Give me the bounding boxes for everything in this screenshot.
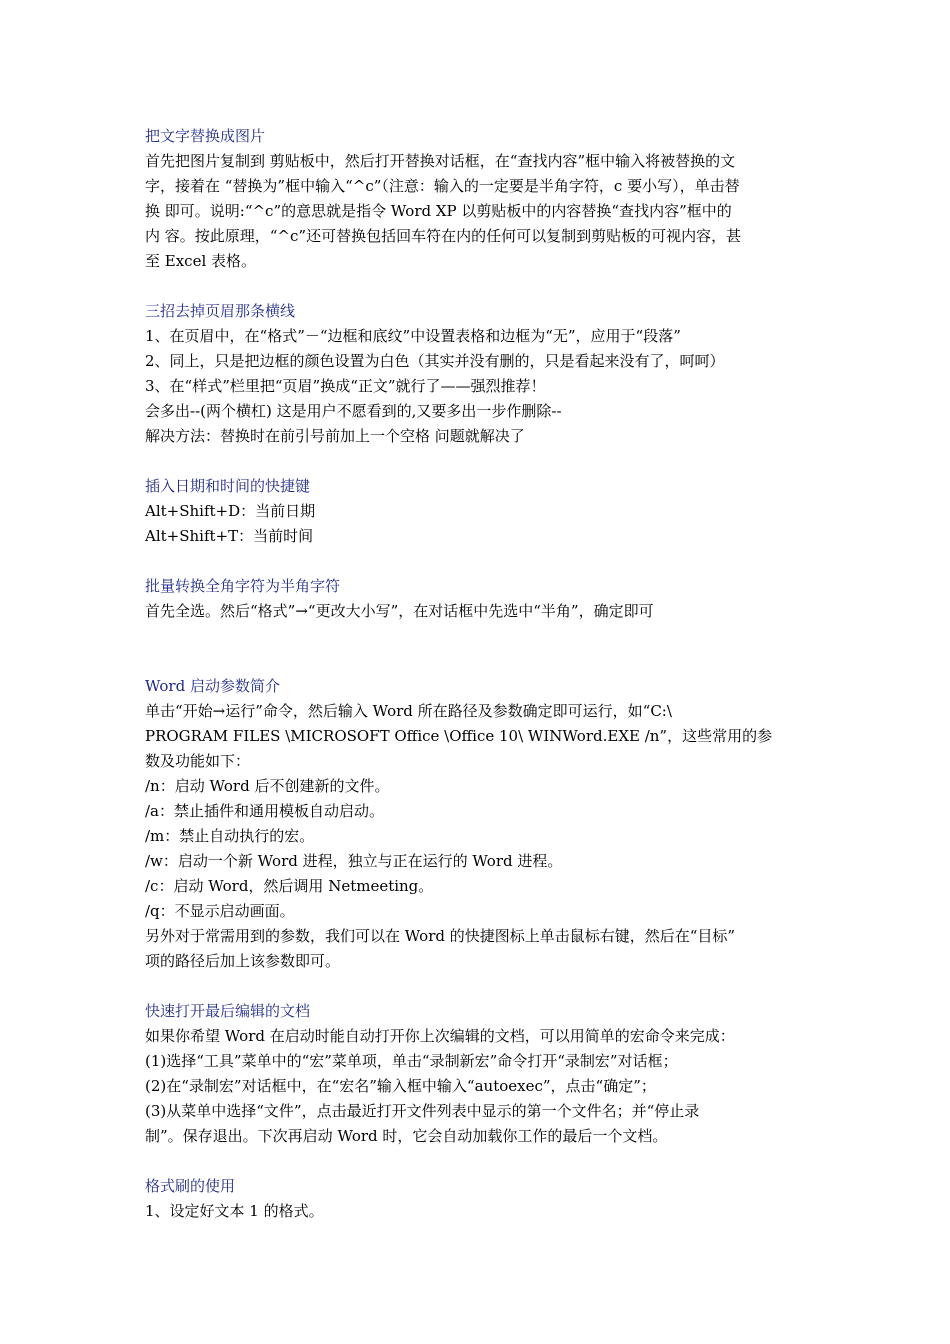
paragraph-line: 1、在页眉中，在“格式”－“边框和底纹”中设置表格和边框为“无”，应用于“段落”: [145, 327, 681, 345]
paragraph-line: PROGRAM FILES \MICROSOFT Office \Office 10\ WINWord.EXE /n”，这些常用的参: [145, 727, 773, 745]
paragraph-line: 换 即可。说明:“^c”的意思就是指令 Word XP 以剪贴板中的内容替换“查找内容”框中的: [145, 202, 732, 220]
section-heading: 格式刷的使用: [145, 1177, 236, 1195]
section-heading: 把文字替换成图片: [145, 127, 266, 145]
section-open-last-document: [145, 999, 810, 1149]
paragraph-line: 至 Excel 表格。: [145, 252, 257, 270]
document-body: [145, 124, 810, 1224]
section-replace-text-with-image: [145, 124, 810, 274]
paragraph-line: (3)从菜单中选择“文件”，点击最近打开文件列表中显示的第一个文件名；并“停止录: [145, 1102, 700, 1120]
section-fullwidth-to-halfwidth: [145, 574, 810, 624]
paragraph-line: /q：不显示启动画面。: [145, 902, 295, 920]
paragraph-line: 单击“开始→运行”命令，然后输入 Word 所在路径及参数确定即可运行，如“C:\: [145, 702, 672, 720]
section-remove-header-line: [145, 299, 810, 449]
blank-line: [145, 274, 810, 299]
paragraph-line: 字，接着在 “替换为”框中输入“^c”（注意：输入的一定要是半角字符，c 要小写），单击替: [145, 177, 740, 195]
section-date-time-shortcuts: [145, 474, 810, 549]
section-word-startup-params: [145, 674, 810, 974]
section-heading: 三招去掉页眉那条横线: [145, 302, 296, 320]
blank-line: [145, 1149, 810, 1174]
paragraph-line: /a：禁止插件和通用模板自动启动。: [145, 802, 384, 820]
paragraph-line: /c：启动 Word，然后调用 Netmeeting。: [145, 877, 434, 895]
paragraph-line: 首先全选。然后“格式”→“更改大小写”，在对话框中先选中“半角”，确定即可: [145, 602, 654, 620]
paragraph-line: 数及功能如下：: [145, 752, 251, 770]
paragraph-line: 3、在“样式”栏里把“页眉”换成“正文”就行了——强烈推荐！: [145, 377, 546, 395]
paragraph-line: 1、设定好文本 1 的格式。: [145, 1202, 324, 1220]
paragraph-line: /n：启动 Word 后不创建新的文件。: [145, 777, 390, 795]
section-heading: 插入日期和时间的快捷键: [145, 477, 311, 495]
paragraph-line: /m：禁止自动执行的宏。: [145, 827, 315, 845]
blank-line: [145, 624, 810, 674]
section-format-painter: [145, 1174, 810, 1224]
paragraph-line: 如果你希望 Word 在启动时能自动打开你上次编辑的文档，可以用简单的宏命令来完成：: [145, 1027, 735, 1045]
paragraph-line: 项的路径后加上该参数即可。: [145, 952, 341, 970]
paragraph-line: (2)在“录制宏”对话框中，在“宏名”输入框中输入“autoexec”，点击“确定”；: [145, 1077, 656, 1095]
paragraph-line: 内 容。按此原理，“^c”还可替换包括回车符在内的任何可以复制到剪贴板的可视内容，甚: [145, 227, 742, 245]
blank-line: [145, 974, 810, 999]
paragraph-line: Alt+Shift+D：当前日期: [145, 502, 316, 520]
paragraph-line: 2、同上，只是把边框的颜色设置为白色（其实并没有删的，只是看起来没有了，呵呵）: [145, 352, 725, 370]
paragraph-line: 会多出--(两个横杠) 这是用户不愿看到的,又要多出一步作删除--: [145, 402, 562, 420]
paragraph-line: 解决方法：替换时在前引号前加上一个空格 问题就解决了: [145, 427, 525, 445]
paragraph-line: 制”。保存退出。下次再启动 Word 时，它会自动加载你工作的最后一个文档。: [145, 1127, 668, 1145]
blank-line: [145, 449, 810, 474]
paragraph-line: Alt+Shift+T：当前时间: [145, 527, 314, 545]
paragraph-line: 另外对于常需用到的参数，我们可以在 Word 的快捷图标上单击鼠标右键，然后在“目标”: [145, 927, 736, 945]
blank-line: [145, 549, 810, 574]
paragraph-line: /w：启动一个新 Word 进程，独立与正在运行的 Word 进程。: [145, 852, 563, 870]
paragraph-line: 首先把图片复制到 剪贴板中，然后打开替换对话框，在“查找内容”框中输入将被替换的文: [145, 152, 736, 170]
section-heading: Word 启动参数简介: [145, 677, 280, 695]
section-heading: 批量转换全角字符为半角字符: [145, 577, 341, 595]
section-heading: 快速打开最后编辑的文档: [145, 1002, 311, 1020]
paragraph-line: (1)选择“工具”菜单中的“宏”菜单项，单击“录制新宏”命令打开“录制宏”对话框；: [145, 1052, 678, 1070]
